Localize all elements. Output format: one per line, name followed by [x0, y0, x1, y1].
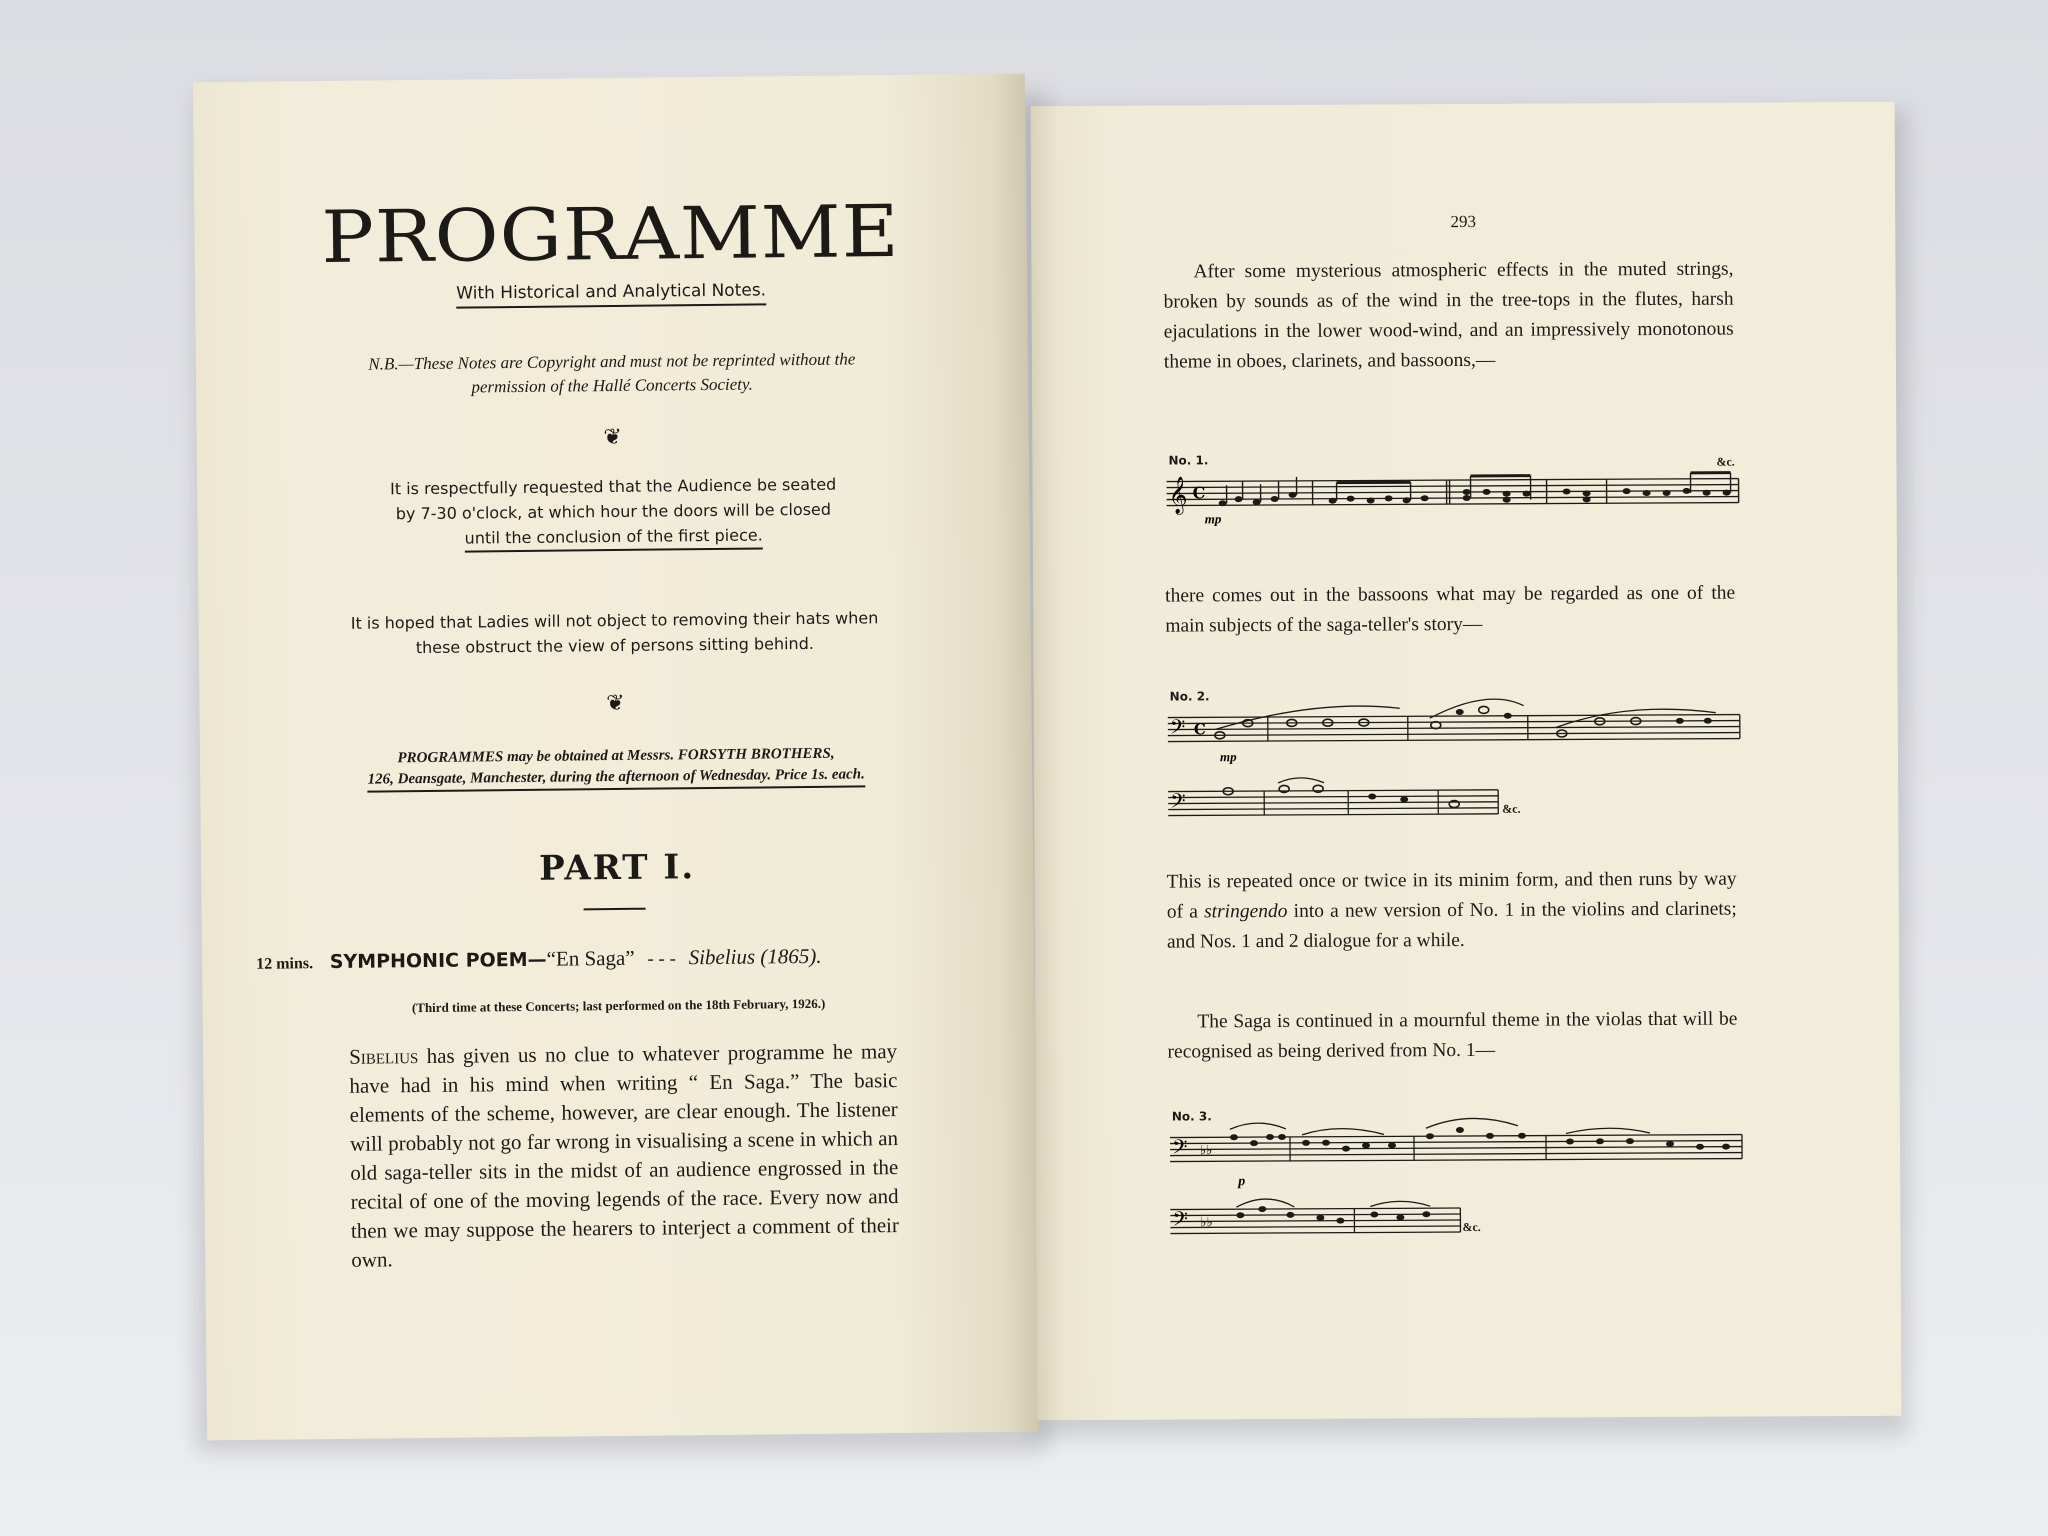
program-note-body — [349, 1037, 899, 1275]
item-type: SYMPHONIC POEM— — [329, 948, 547, 974]
paragraph-1: After some mysterious atmospheric effects in the muted strings, broken by sounds as of the wind in the tree-tops in the flutes, harsh ejaculations in the lower wood-wind, and an impressively monotonous theme in oboes, clarinets, and bassoons,— — [1163, 258, 1734, 373]
time-signature: C — [1192, 483, 1206, 503]
hats-line-1: It is hoped that Ladies will not object to removing their hats when — [350, 608, 879, 633]
key-signature: ♭♭ — [1199, 1143, 1213, 1159]
ex1-dynamic: mp — [1204, 511, 1222, 527]
right-page — [1031, 102, 1902, 1421]
example-1-label: No. 1. — [1168, 453, 1209, 468]
item-composer: Sibelius (1865). — [688, 943, 822, 970]
music-example-2-line-1 — [1168, 701, 1740, 768]
seating-line-1: It is respectfully requested that the Audience be seated — [389, 474, 837, 499]
example-3-label: No. 3. — [1171, 1109, 1212, 1124]
subtitle: With Historical and Analytical Notes. — [195, 278, 1027, 307]
fleuron-ornament-icon: ❦ — [603, 423, 622, 450]
item-duration: 12 mins. — [256, 955, 314, 973]
ex1-stems-barlines — [1227, 473, 1739, 506]
part-divider — [584, 908, 646, 911]
seating-line-3: until the conclusion of the first piece. — [198, 520, 1030, 554]
performance-note: (Third time at these Concerts; last performed on the 18th February, 1926.) — [411, 995, 826, 1016]
copyright-line-2: permission of the Hallé Concerts Society. — [471, 374, 753, 397]
fleuron-ornament-icon: ❦ — [606, 689, 625, 716]
music-example-1 — [1166, 467, 1738, 530]
ex3-dynamic: p — [1238, 1174, 1246, 1190]
programmes-line-1: PROGRAMMES may be obtained at Messrs. FORSYTH BROTHERS, — [397, 745, 835, 767]
example-3-etc: &c. — [1462, 1219, 1481, 1235]
ex2-dynamic: mp — [1219, 749, 1237, 765]
italic-term: stringendo — [1203, 900, 1288, 923]
item-leader: - - - — [647, 948, 676, 970]
programmes-line-2: 126, Deansgate, Manchester, during the afternoon of Wednesday. Price 1s. each. — [200, 763, 1032, 793]
paragraph-3: This is repeated once or twice in its minim form, and then runs by way of a stringendo into a new version of No. 1 in the violins and clarinets; and Nos. 1 and 2 dialogue for a while. — [1166, 868, 1737, 953]
paragraph-4: The Saga is continued in a mournful theme in the violas that will be recognised as being derived from No. 1— — [1167, 1008, 1738, 1063]
part-heading: PART I. — [538, 847, 696, 889]
paragraph-2: there comes out in the bassoons what may be regarded as one of the main subjects of the saga-teller's story— — [1165, 582, 1736, 637]
seating-line-2: by 7-30 o'clock, at which hour the doors will be closed — [395, 499, 832, 524]
bass-clef-icon: 𝄢 — [1170, 789, 1186, 818]
page-title: PROGRAMME — [321, 190, 901, 280]
treble-clef-icon: 𝄞 — [1168, 475, 1188, 514]
example-2-label: No. 2. — [1169, 689, 1210, 704]
music-example-2-line-2 — [1168, 776, 1498, 832]
bass-clef-icon: 𝄢 — [1169, 715, 1186, 744]
ex2-slurs — [1216, 698, 1716, 729]
example-2-etc: &c. — [1502, 801, 1521, 816]
ex3-slurs — [1230, 1118, 1650, 1136]
example-1-etc: &c. — [1716, 454, 1735, 469]
music-example-3-line-1 — [1170, 1121, 1742, 1190]
copyright-line-1: N.B.—These Notes are Copyright and must not be reprinted without the — [368, 349, 856, 374]
seating-notice — [197, 470, 1030, 554]
body-lead-word: Sibelius — [348, 1044, 419, 1069]
staff-lines — [1167, 479, 1739, 506]
programme-item — [256, 942, 994, 975]
body-text: has given us no clue to whatever programme he may have had in his mind when writing “ En Saga.” The basic elements of the scheme, however, are clear enough. The listener will probably not go far wrong in visualising a scene in which an old saga-teller sits in the midst of an audience engrossed in the recital of one of the moving legends of the race. Every now and then we may suppose the hearers to interject a comment of their own. — [349, 1039, 900, 1272]
hats-line-2: these obstruct the view of persons sitting behind. — [415, 633, 814, 658]
left-page — [193, 74, 1039, 1441]
music-example-3-line-2 — [1170, 1194, 1460, 1250]
key-signature: ♭♭ — [1200, 1215, 1213, 1231]
page-number: 293 — [1450, 211, 1476, 232]
bass-clef-icon: 𝄢 — [1171, 1135, 1188, 1164]
hats-notice — [198, 604, 1030, 663]
programmes-notice — [200, 742, 1032, 793]
bass-clef-icon: 𝄢 — [1172, 1207, 1188, 1236]
copyright-notice — [196, 346, 1028, 403]
item-work: “En Saga” — [546, 945, 635, 971]
time-signature: C — [1193, 720, 1206, 739]
